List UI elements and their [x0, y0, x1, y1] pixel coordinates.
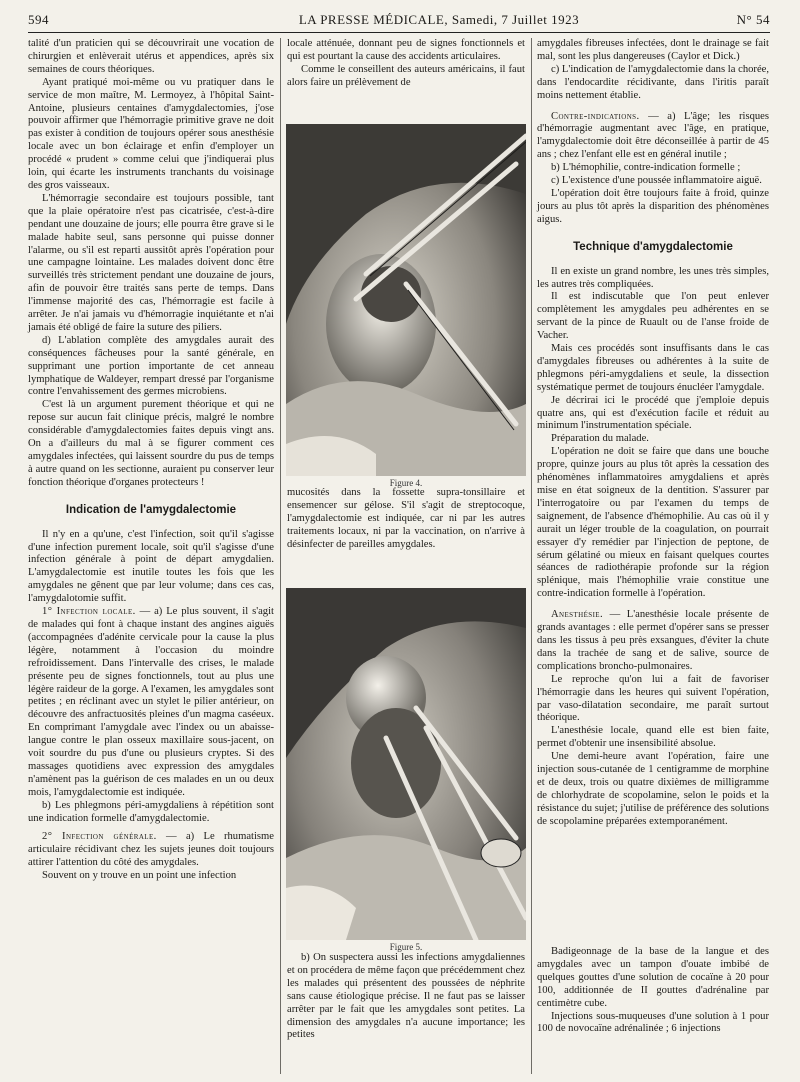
- paragraph: [537, 609, 769, 674]
- paragraph: Le reproche qu'on lui a fait de favoriser l'hémorragie dans les heures qui suivent l'opération, par vaso-dilatation secondaire, me paraît surtout théorique.: [537, 673, 769, 724]
- figure-5-caption: Figure 5.: [389, 942, 423, 952]
- paragraph-text: — a) L'âge; les risques d'hémorragie augmentant avec l'âge, en pratique, l'amygdalectomie doit être déconseillée à partir de 45 ans ; chez l'enfant elle est en général inutile ;: [537, 110, 769, 161]
- paragraph: Ayant pratiqué moi-même ou vu pratiquer dans le service de mon maître, M. Lermoyez, à l'hôpital Saint-Antoine, plusieurs centaines d'amygdalectomies, j'ose pouvoir affirmer que l'hémorragie primitive grave ne doit pas exister à condition de toujours opérer sous anesthésie locale avec un bon éclairage et enfin d'employer un procédé « prudent » comme celui que j'indiquerai plus loin, qui écarte les instruments tranchants du voisinage des gros vaisseaux.: [28, 76, 274, 191]
- section-heading: Technique d'amygdalectomie: [573, 240, 733, 253]
- paragraph: mucosités dans la fossette supra-tonsillaire et ensemencer sur gélose. S'il s'agit de streptocoque, l'amygdalectomie est indiquée, car ni par les autres traitements locaux, ni par la vaccination, on n'arrive à désinfecter de pareilles amygdales.: [287, 487, 525, 550]
- paragraph: [28, 831, 274, 870]
- right-column: [537, 38, 769, 829]
- paragraph: [537, 111, 769, 163]
- tonsillectomy-engraving: [286, 124, 526, 476]
- paragraph: d) L'ablation complète des amygdales aurait des conséquences fâcheuses pour la santé générale, en supprimant une portion importante de cet anneau lymphatique de Waldeyer, rempart dressé par l'organisme contre l'envahissement des germes microbiens.: [28, 334, 274, 398]
- paragraph: Il n'y en a qu'une, c'est l'infection, soit qu'il s'agisse d'une infection purement locale, soit qu'il s'agisse d'une infection générale à point de départ amygdalien. L'amygdalectomie est inutile toutes les fois que les amygdales ne gênent que par leur volume; dans ces cas, l'amygdalotomie suffit.: [28, 528, 274, 605]
- paragraph: amygdales fibreuses infectées, dont le drainage se fait mal, sont les plus dangereuses (Caylor et Dick.): [537, 38, 769, 62]
- figure-4-illustration: [286, 124, 526, 476]
- paragraph: L'hémorragie secondaire est toujours possible, tant que la plaie opératoire n'est pas cicatrisée, c'est-à-dire pendant une douzaine de jours; elle pourra être grave si le malade habite seul, sans personne qui puisse donner l'alarme, ou s'il est reparti aussitôt après l'opération pour une campagne lointaine. Les malades doivent donc être surveillés très strictement pendant une douzaine de jours, afin de pouvoir être traités sans perte de temps. Dans l'immense majorité des cas, l'hémorragie est facile à arrêter. Je n'ai jamais vu d'hémorragie inquiétante et n'ai jamais été obligé de faire la suture des piliers.: [28, 192, 274, 333]
- page-header: [28, 4, 770, 34]
- paragraph-text: — a) Le rhumatisme articulaire récidivant chez les sujets jeunes doit toujours attirer l'attention du côté des amygdales.: [28, 831, 274, 869]
- subheading: 1° Infection locale.: [42, 606, 136, 618]
- right-column-bottom: [537, 946, 769, 1036]
- tonsillectomy-engraving: [286, 588, 526, 940]
- figure-5-illustration: [286, 588, 526, 940]
- paragraph: talité d'un praticien qui se découvrirait une vocation de chirurgien et enlèverait utérus et appendices, après six semaines de cours théoriques.: [28, 38, 274, 75]
- paragraph: b) Les phlegmons péri-amygdaliens à répétition sont une indication formelle d'amygdalectomie.: [28, 799, 274, 824]
- paragraph-text: — a) Le plus souvent, il s'agit de malades qui font à chaque instant des angines aiguës (accompagnées d'adénite cervicale pour la cause la plus légère, notamment à l'occasion du moindre refroidissement. Dans l'intervalle des crises, le malade présente peu de signes fonctionnels, tout au plus une légère raideur de la gorge. A l'examen, les amygdales sont petites ; en réclinant avec un stylet le pilier antérieur, on découvre des anfractuosités pleines d'un magma caséeux. En comprimant l'amygdale avec l'index ou un abaisse-langue contre le plan osseux maxillaire sous-jacent, on voit sourdre du pus d'une ou plusieurs cryptes. Si des massages quotidiens avec expression des amygdales n'amènent pas la guérison de ces malades en un ou deux mois, l'amygdalectomie est indiquée.: [28, 606, 274, 798]
- column-divider: [531, 38, 532, 1074]
- left-column: [28, 38, 274, 883]
- column-divider: [280, 38, 281, 1074]
- subheading: Contre-indications.: [551, 110, 640, 122]
- subheading: 2° Infection générale.: [42, 831, 157, 843]
- subheading: Anesthésie.: [551, 609, 604, 621]
- paragraph: [28, 606, 274, 800]
- paragraph: Mais ces procédés sont insuffisants dans le cas d'amygdales fibreuses ou adhérentes à la suite de phlegmons péri-amygdaliens et seule, la dissection systématique permet de toujours énucléer l'amygdale.: [537, 343, 769, 393]
- paragraph: Préparation du malade.: [551, 433, 649, 445]
- paragraph: Il est indiscutable que l'on peut enlever complètement les amygdales peu adhérentes en se servant de la pince de Ruault ou de l'anse froide de Vacher.: [537, 291, 769, 342]
- paragraph: locale atténuée, donnant peu de signes fonctionnels et qui est pourtant la cause des accidents articulaires.: [287, 38, 525, 62]
- paragraph: b) On suspectera aussi les infections amygdaliennes et on procédera de même façon que précédemment chez les malades qui présentent des poussées de néphrite sans cause étiologique précise. Il ne faut pas se laisser arrêter par le fait que les amygdales sont petites. La dimension des amygdales n'a aucune importance; les petites: [287, 952, 525, 1041]
- paragraph: Injections sous-muqueuses d'une solution à 1 pour 100 de novocaïne adrénalinée ; 6 injections: [537, 1010, 769, 1035]
- paragraph: L'opération ne doit se faire que dans une bouche propre, quinze jours au plus tôt après la cessation des phénomènes inflammatoires amygdaliens et après mise en état soigneux de la dentition. S'assurer par l'interrogatoire ou par l'examen du temps de saignement, de l'absence d'hémophilie. Au cas où il y aurait un léger trouble de la coagulation, on pourrait essayer d'y remédier par l'injection de peptone, de sérum gélatiné ou mieux en faisant quelques courtes séances de radiothérapie profonde sur la région splénique, mais l'hémophilie vraie constitue une contre-indication formelle à l'opération.: [537, 446, 769, 600]
- paragraph: Je décrirai ici le procédé que j'emploie depuis quatre ans, qui est d'exécution facile et réduit au minimum l'instrumentation spéciale.: [537, 394, 769, 432]
- issue-number: N° 54: [736, 12, 770, 27]
- paragraph: Souvent on y trouve en un point une infection: [42, 870, 237, 882]
- header-rule: [28, 32, 770, 33]
- paragraph: L'opération doit être toujours faite à froid, quinze jours au plus tôt après la disparition des phénomènes aigus.: [537, 187, 769, 225]
- paragraph: C'est là un argument purement théorique et qui ne repose sur aucun fait clinique précis, malgré le nombre considérable d'amygdalectomies faites depuis vingt ans. On a d'ailleurs du mal à se figurer comment ces amygdales infectées, qui laissent sourdre du pus de temps à autre quand on les sectionne, auraient pu conserver leur fonction théorique d'organes protecteurs !: [28, 399, 274, 488]
- paragraph: L'anesthésie locale, quand elle est bien faite, permet d'obtenir une insensibilité absolue.: [537, 725, 769, 750]
- figure-4-caption: Figure 4.: [389, 478, 423, 488]
- paragraph: c) L'existence d'une poussée inflammatoire aiguë.: [551, 175, 762, 187]
- journal-title: LA PRESSE MÉDICALE, Samedi, 7 Juillet 1923: [298, 12, 580, 27]
- paragraph: b) L'hémophilie, contre-indication formelle ;: [551, 162, 741, 174]
- paragraph: Comme le conseillent des auteurs américains, il faut alors faire un prélèvement de: [287, 63, 525, 88]
- paragraph: c) L'indication de l'amygdalectomie dans la chorée, dans l'endocardite récidivante, dans l'iritis paraît moins nettement établie.: [537, 63, 769, 101]
- middle-column-top: [287, 38, 525, 90]
- page-number: 594: [28, 12, 49, 27]
- middle-column-middle: [287, 487, 525, 552]
- paragraph: Badigeonnage de la base de la langue et des amygdales avec un tampon d'ouate imbibé de quelques gouttes d'une solution de cocaïne à 20 pour 100, additionnée de II gouttes d'adrénaline par centimètre cube.: [537, 946, 769, 1009]
- middle-column-bottom: [287, 952, 525, 1042]
- section-heading: Indication de l'amygdalectomie: [65, 503, 237, 516]
- paragraph-text: — L'anesthésie locale présente de grands avantages : elle permet d'opérer sans se presser dans les tissus à peu près exsangues, d'éviter la chute dans la trachée de sang et de salive, source de complications broncho-pulmonaires.: [537, 609, 769, 672]
- paragraph: Une demi-heure avant l'opération, faire une injection sous-cutanée de 1 centigramme de morphine et de deux, trois ou quatre dixièmes de milligramme de chlorhydrate de scopolamine, selon le poids et la résistance du sujet; j'utilise de préférence des solutions de scopolamine préparées extemporanément.: [537, 751, 769, 827]
- paragraph: Il en existe un grand nombre, les unes très simples, les autres très compliquées.: [537, 265, 769, 290]
